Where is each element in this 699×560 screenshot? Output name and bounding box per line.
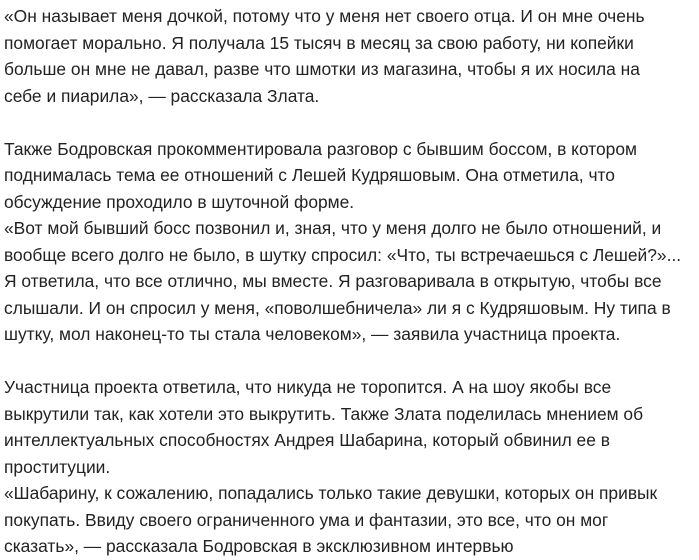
text-line: покупать. Ввиду своего ограниченного ума и фантазии, это все, что он мог xyxy=(4,509,609,530)
text-line: больше он мне не давал, разве что шмотки из магазина, чтобы я их носила на xyxy=(4,59,640,79)
text-line: «Он называет меня дочкой, потому что у меня нет своего отца. И он мне очень xyxy=(4,6,645,26)
text-line: слышали. И он спросил у меня, «поволшебничела» ли я с Кудряшовым. Ну типа в xyxy=(4,297,671,318)
article-body xyxy=(4,3,697,560)
text-line: проституции. xyxy=(4,456,111,477)
text-line: Также Бодровская прокомментировала разговор с бывшим боссом, в котором xyxy=(4,138,637,159)
text-line: Я ответила, что все отлично, мы вместе. Я разговаривала в открытую, чтобы все xyxy=(4,271,662,291)
text-line: обсуждение проходило в шуточной форме. xyxy=(4,191,355,212)
text-line: выкрутили так, как хотели это выкрутить. Также Злата поделилась мнением об xyxy=(4,403,644,424)
text-line: помогает морально. Я получала 15 тысяч в месяц за свою работу, ни копейки xyxy=(4,32,634,53)
paragraph-2 xyxy=(4,136,697,348)
text-line: шутку, мол наконец-то ты стала человеком», — заявила участница проекта. xyxy=(4,324,621,344)
paragraph-spacer xyxy=(4,109,697,136)
text-line: интеллектуальных способностях Андрея Шабарина, который обвинил ее в xyxy=(4,430,610,450)
text-line: себе и пиарила», — рассказала Злата. xyxy=(4,85,320,106)
text-line: поднималась тема ее отношений с Лешей Кудряшовым. Она отметила, что xyxy=(4,165,615,185)
paragraph-spacer xyxy=(4,348,697,375)
text-line: Участница проекта ответила, что никуда не торопится. А на шоу якобы все xyxy=(4,377,612,397)
paragraph-1 xyxy=(4,3,697,109)
text-line: сказать», — рассказала Бодровская в эксклюзивном интервью xyxy=(4,536,514,556)
paragraph-3 xyxy=(4,374,697,560)
text-line: «Вот мой бывший босс позвонил и, зная, что у меня долго не было отношений, и xyxy=(4,218,662,238)
text-line: вообще всего долго не было, в шутку спросил: «Что, ты встречаешься с Лешей?»... xyxy=(4,244,682,265)
text-line: «Шабарину, к сожалению, попадались только такие девушки, которых он привык xyxy=(4,483,658,503)
